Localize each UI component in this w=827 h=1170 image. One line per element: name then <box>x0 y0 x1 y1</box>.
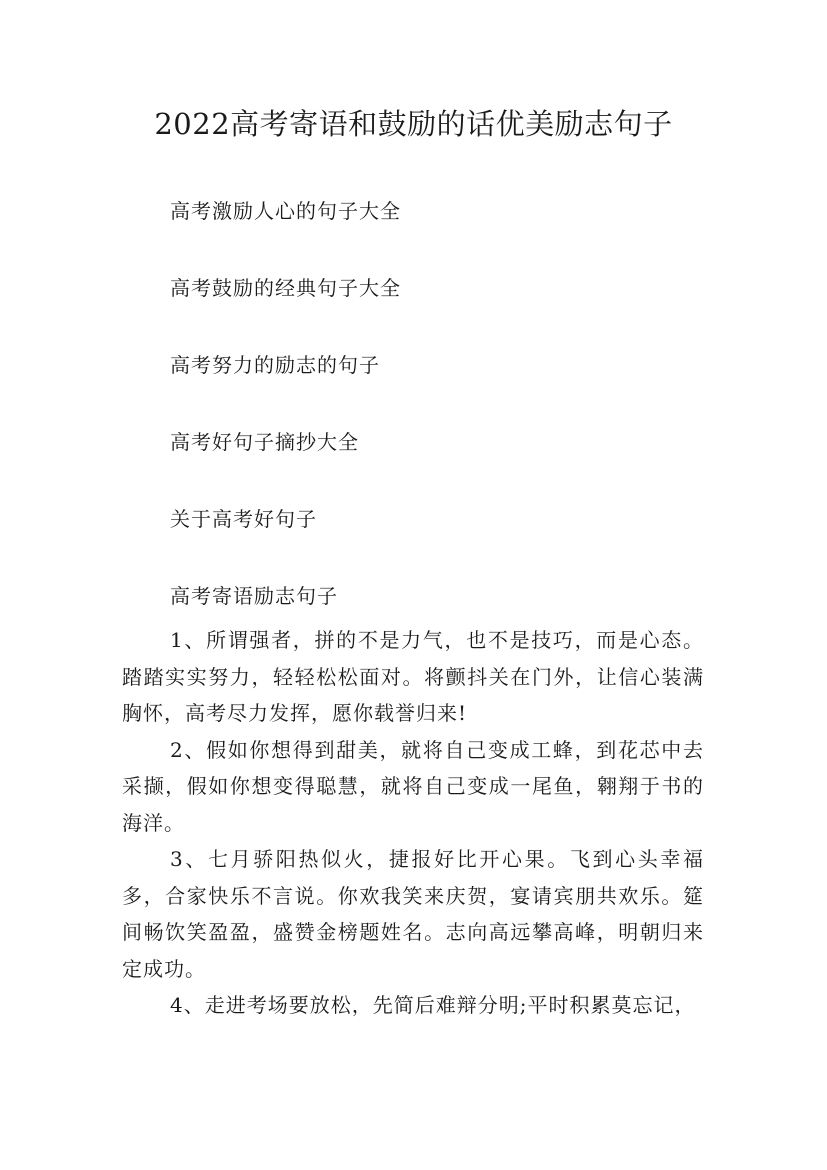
paragraph: 3、七月骄阳热似火，捷报好比开心果。飞到心头幸福多，合家快乐不言说。你欢我笑来庆贺，宴请宾朋共欢乐。筵间畅饮笑盈盈，盛赞金榜题姓名。志向高远攀高峰，明朝归来定成功。 <box>122 847 704 981</box>
body-text <box>122 622 704 1024</box>
topic-item: 高考鼓励的经典句子大全 <box>170 276 401 300</box>
topic-list <box>170 196 401 658</box>
paragraph: 2、假如你想得到甜美，就将自己变成工蜂，到花芯中去采撷，假如你想变得聪慧，就将自己变成一尾鱼，翱翔于书的海洋。 <box>122 737 704 835</box>
topic-item: 高考努力的励志的句子 <box>170 353 380 377</box>
paragraph: 1、所谓强者，拼的不是力气，也不是技巧，而是心态。踏踏实实努力，轻轻松松面对。将颤抖关在门外，让信心装满胸怀，高考尽力发挥，愿你载誉归来! <box>122 628 704 725</box>
document-title: 2022高考寄语和鼓励的话优美励志句子 <box>154 107 673 141</box>
topic-item: 高考激励人心的句子大全 <box>170 199 401 223</box>
paragraph: 4、走进考场要放松，先简后难辩分明;平时积累莫忘记， <box>170 993 696 1017</box>
topic-item: 关于高考好句子 <box>170 507 317 531</box>
topic-item: 高考寄语励志句子 <box>170 584 338 608</box>
topic-item: 高考好句子摘抄大全 <box>170 430 359 454</box>
